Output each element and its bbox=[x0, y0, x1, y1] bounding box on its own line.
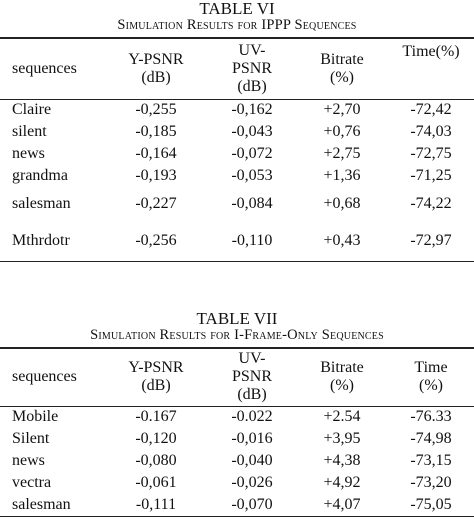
table-vi bbox=[0, 37, 474, 262]
bitrate-value: +2.54 bbox=[323, 408, 361, 426]
table-vi-header-bitrate: Bitrate (%) bbox=[320, 50, 364, 86]
table-vi-caption bbox=[0, 0, 474, 34]
sequence-name: news bbox=[12, 452, 45, 469]
table-vii-header-y-psnr: Y-PSNR (dB) bbox=[128, 359, 184, 395]
sequence-name: Claire bbox=[12, 101, 52, 119]
time-value: -71,25 bbox=[410, 167, 452, 184]
table-vi-header-row bbox=[0, 38, 474, 99]
sequence-name: news bbox=[12, 145, 45, 162]
table-row bbox=[0, 99, 474, 121]
table-vii-header-time: Time (%) bbox=[414, 359, 448, 395]
uv-psnr-value: -0.022 bbox=[231, 408, 273, 426]
uv-psnr-value: -0,110 bbox=[231, 231, 273, 249]
table-vii bbox=[0, 347, 474, 517]
time-value: -74,98 bbox=[410, 430, 452, 447]
time-value: -75,05 bbox=[410, 495, 452, 513]
time-value: -72,75 bbox=[410, 145, 452, 162]
table-vii-header-row bbox=[0, 348, 474, 406]
bitrate-value: +0,43 bbox=[323, 231, 361, 249]
time-value: -74,03 bbox=[410, 123, 452, 140]
table-vii-section bbox=[0, 310, 474, 517]
y-psnr-value: -0,193 bbox=[135, 167, 177, 184]
table-row bbox=[0, 187, 474, 221]
table-row bbox=[0, 406, 474, 428]
uv-psnr-value: -0,016 bbox=[231, 430, 273, 447]
uv-psnr-value: -0,040 bbox=[231, 452, 273, 469]
table-row bbox=[0, 450, 474, 472]
y-psnr-value: -0,256 bbox=[135, 231, 177, 249]
y-psnr-value: -0,227 bbox=[135, 195, 177, 212]
time-value: -73,15 bbox=[410, 452, 452, 469]
bitrate-value: +2,70 bbox=[323, 101, 361, 119]
table-row bbox=[0, 221, 474, 261]
table-row bbox=[0, 143, 474, 165]
table-vii-number: TABLE VII bbox=[196, 309, 278, 328]
uv-psnr-value: -0,043 bbox=[231, 123, 273, 140]
bitrate-value: +3,95 bbox=[323, 430, 361, 447]
bitrate-value: +1,36 bbox=[323, 167, 361, 184]
sequence-name: Mthrdotr bbox=[12, 231, 70, 249]
table-vi-header-y-psnr: Y-PSNR (dB) bbox=[128, 50, 184, 86]
y-psnr-value: -0,164 bbox=[135, 145, 177, 162]
sequence-name: Mobile bbox=[12, 408, 59, 426]
table-vi-header-uv-psnr: UV- PSNR (dB) bbox=[231, 41, 273, 95]
y-psnr-value: -0,255 bbox=[135, 101, 177, 119]
table-row bbox=[0, 428, 474, 450]
table-vii-caption bbox=[0, 310, 474, 344]
sequence-name: salesman bbox=[12, 495, 71, 513]
table-vi-number: TABLE VI bbox=[199, 0, 275, 18]
sequence-name: grandma bbox=[12, 167, 68, 184]
uv-psnr-value: -0,026 bbox=[231, 474, 273, 491]
table-vii-title: Simulation Results for I-Frame-Only Sequences bbox=[90, 327, 384, 343]
y-psnr-value: -0,111 bbox=[135, 495, 177, 513]
time-value: -76.33 bbox=[410, 408, 452, 426]
sequence-name: salesman bbox=[12, 195, 71, 212]
y-psnr-value: -0,080 bbox=[135, 452, 177, 469]
uv-psnr-value: -0,053 bbox=[231, 167, 273, 184]
table-row bbox=[0, 472, 474, 494]
uv-psnr-value: -0,084 bbox=[231, 195, 273, 212]
table-vii-header-sequences: sequences bbox=[12, 368, 77, 386]
y-psnr-value: -0,120 bbox=[135, 430, 177, 447]
uv-psnr-value: -0,072 bbox=[231, 145, 273, 162]
time-value: -73,20 bbox=[410, 474, 452, 491]
table-vi-header-sequences: sequences bbox=[12, 59, 77, 77]
sequence-name: vectra bbox=[12, 474, 52, 491]
table-vi-title: Simulation Results for IPPP Sequences bbox=[117, 17, 357, 33]
bitrate-value: +4,38 bbox=[323, 452, 361, 469]
bitrate-value: +4,92 bbox=[323, 474, 361, 491]
table-vii-header-bitrate: Bitrate (%) bbox=[320, 359, 364, 395]
y-psnr-value: -0,185 bbox=[135, 123, 177, 140]
table-vi-header-time: Time(%) bbox=[402, 43, 460, 60]
sequence-name: silent bbox=[12, 123, 47, 140]
bitrate-value: +0,68 bbox=[323, 195, 361, 212]
bitrate-value: +2,75 bbox=[323, 145, 361, 162]
uv-psnr-value: -0,162 bbox=[231, 101, 273, 119]
uv-psnr-value: -0,070 bbox=[231, 495, 273, 513]
bitrate-value: +0,76 bbox=[323, 123, 361, 140]
table-row bbox=[0, 121, 474, 143]
y-psnr-value: -0,061 bbox=[135, 474, 177, 491]
table-row bbox=[0, 165, 474, 187]
bitrate-value: +4,07 bbox=[323, 495, 361, 513]
table-vii-header-uv-psnr: UV- PSNR (dB) bbox=[231, 350, 273, 404]
table-row bbox=[0, 494, 474, 516]
sequence-name: Silent bbox=[12, 430, 50, 447]
time-value: -74,22 bbox=[410, 195, 452, 212]
y-psnr-value: -0.167 bbox=[135, 408, 177, 426]
time-value: -72,42 bbox=[410, 101, 452, 119]
time-value: -72,97 bbox=[410, 231, 452, 249]
